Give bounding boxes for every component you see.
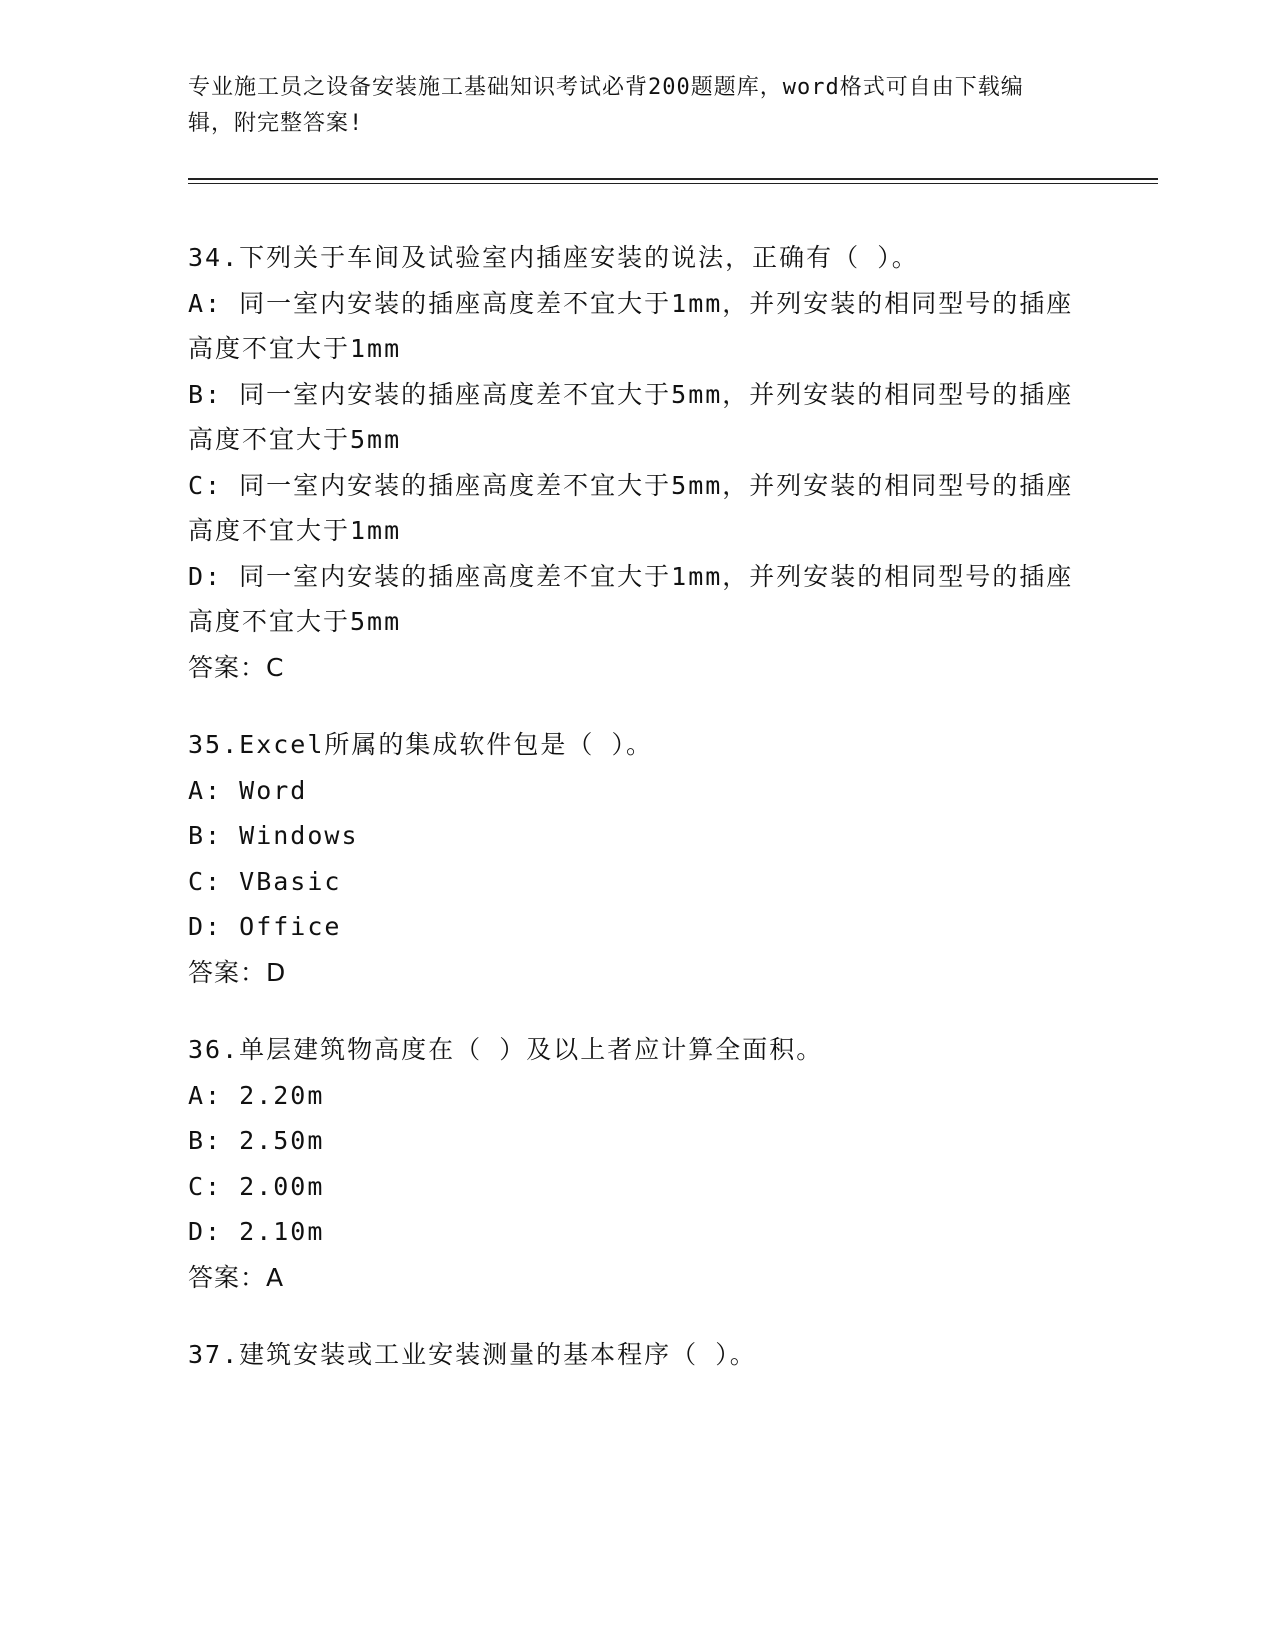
option-a: A: 2.20m: [188, 1080, 325, 1110]
option-c: C: 同一室内安装的插座高度差不宜大于5mm，并列安装的相同型号的插座高度不宜大于1mm: [188, 470, 1074, 545]
header-divider-thin: [188, 183, 1158, 184]
answer: 答案：A: [188, 1262, 285, 1292]
question-stem: 35.Excel所属的集成软件包是（ ）。: [188, 730, 653, 759]
option-d: D: 同一室内安装的插座高度差不宜大于1mm，并列安装的相同型号的插座高度不宜大于5mm: [188, 561, 1074, 636]
header-divider-thick: [188, 178, 1158, 180]
question-list: [188, 235, 1078, 1410]
option-a: A: Word: [188, 775, 308, 805]
document-header: 专业施工员之设备安装施工基础知识考试必背200题题库，word格式可自由下载编辑，附完整答案!: [188, 75, 1024, 136]
question-stem: 36.单层建筑物高度在（ ）及以上者应计算全面积。: [188, 1035, 824, 1064]
answer: 答案：C: [188, 652, 285, 682]
option-b: B: 2.50m: [188, 1126, 325, 1155]
option-b: B: 同一室内安装的插座高度差不宜大于5mm，并列安装的相同型号的插座高度不宜大于5mm: [188, 379, 1074, 454]
question-37: [188, 1332, 1078, 1378]
answer: 答案：D: [188, 957, 287, 987]
option-b: B: Windows: [188, 821, 359, 850]
question-35: [188, 722, 1078, 995]
option-d: D: 2.10m: [188, 1217, 325, 1246]
option-d: D: Office: [188, 912, 342, 941]
option-c: C: VBasic: [188, 866, 342, 896]
question-34: [188, 235, 1078, 690]
option-c: C: 2.00m: [188, 1171, 325, 1201]
question-36: [188, 1027, 1078, 1300]
question-stem: 37.建筑安装或工业安装测量的基本程序（ ）。: [188, 1340, 757, 1369]
option-a: A: 同一室内安装的插座高度差不宜大于1mm，并列安装的相同型号的插座高度不宜大于1mm: [188, 288, 1074, 363]
question-stem: 34.下列关于车间及试验室内插座安装的说法，正确有（ ）。: [188, 243, 919, 272]
